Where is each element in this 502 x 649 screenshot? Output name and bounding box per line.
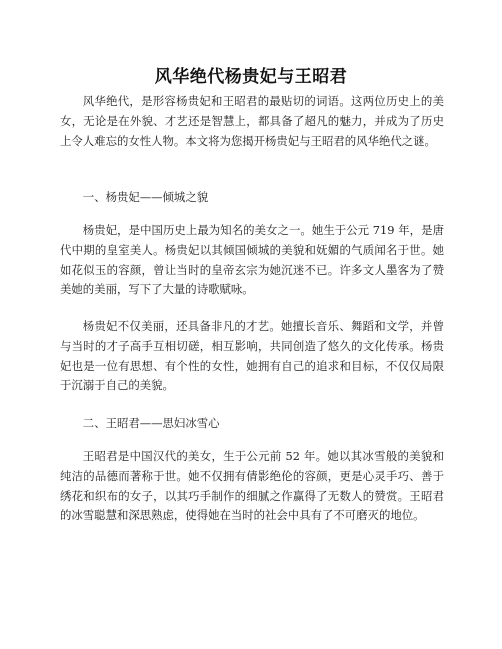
intro-paragraph: 风华绝代，是形容杨贵妃和王昭君的最贴切的词语。这两位历史上的美女，无论是在外貌、才艺还是智慧上，都具备了超凡的魅力，并成为了历史上令人难忘的女性人物。本文将为您揭开杨贵妃与王昭君的风华绝代之谜。: [60, 94, 444, 148]
section-paragraph: 杨贵妃不仅美丽，还具备非凡的才艺。她擅长音乐、舞蹈和文学，并曾与当时的才子高手互相切磋，相互影响，共同创造了悠久的文化传承。杨贵妃也是一位有思想、有个性的女性，她拥有自己的追求和目标，不仅仅局限于沉溺于自己的美貌。: [60, 319, 444, 393]
section-paragraph: 王昭君是中国汉代的美女，生于公元前 52 年。她以其冰雪般的美貌和纯洁的品德而著称于世。她不仅拥有倩影绝伦的容颜，更是心灵手巧、善于绣花和织布的女子，以其巧手制作的细腻之作赢得了无数人的赞赏。王昭君的冰雪聪慧和深思熟虑，使得她在当时的社会中具有了不可磨灭的地位。: [60, 449, 444, 523]
section-paragraph: 杨贵妃，是中国历史上最为知名的美女之一。她生于公元 719 年，是唐代中期的皇室美人。杨贵妃以其倾国倾城的美貌和妩媚的气质闻名于世。她如花似玉的容颜，曾让当时的皇帝玄宗为她沉迷不已。许多文人墨客为了赞美她的美丽，写下了大量的诗歌赋咏。: [60, 223, 444, 297]
section-heading-yang-guifei: 一、杨贵妃——倾城之貌: [82, 190, 209, 204]
page-title: 风华绝代杨贵妃与王昭君: [154, 67, 348, 87]
section-heading-wang-zhaojun: 二、王昭君——思妇冰雪心: [82, 416, 220, 430]
